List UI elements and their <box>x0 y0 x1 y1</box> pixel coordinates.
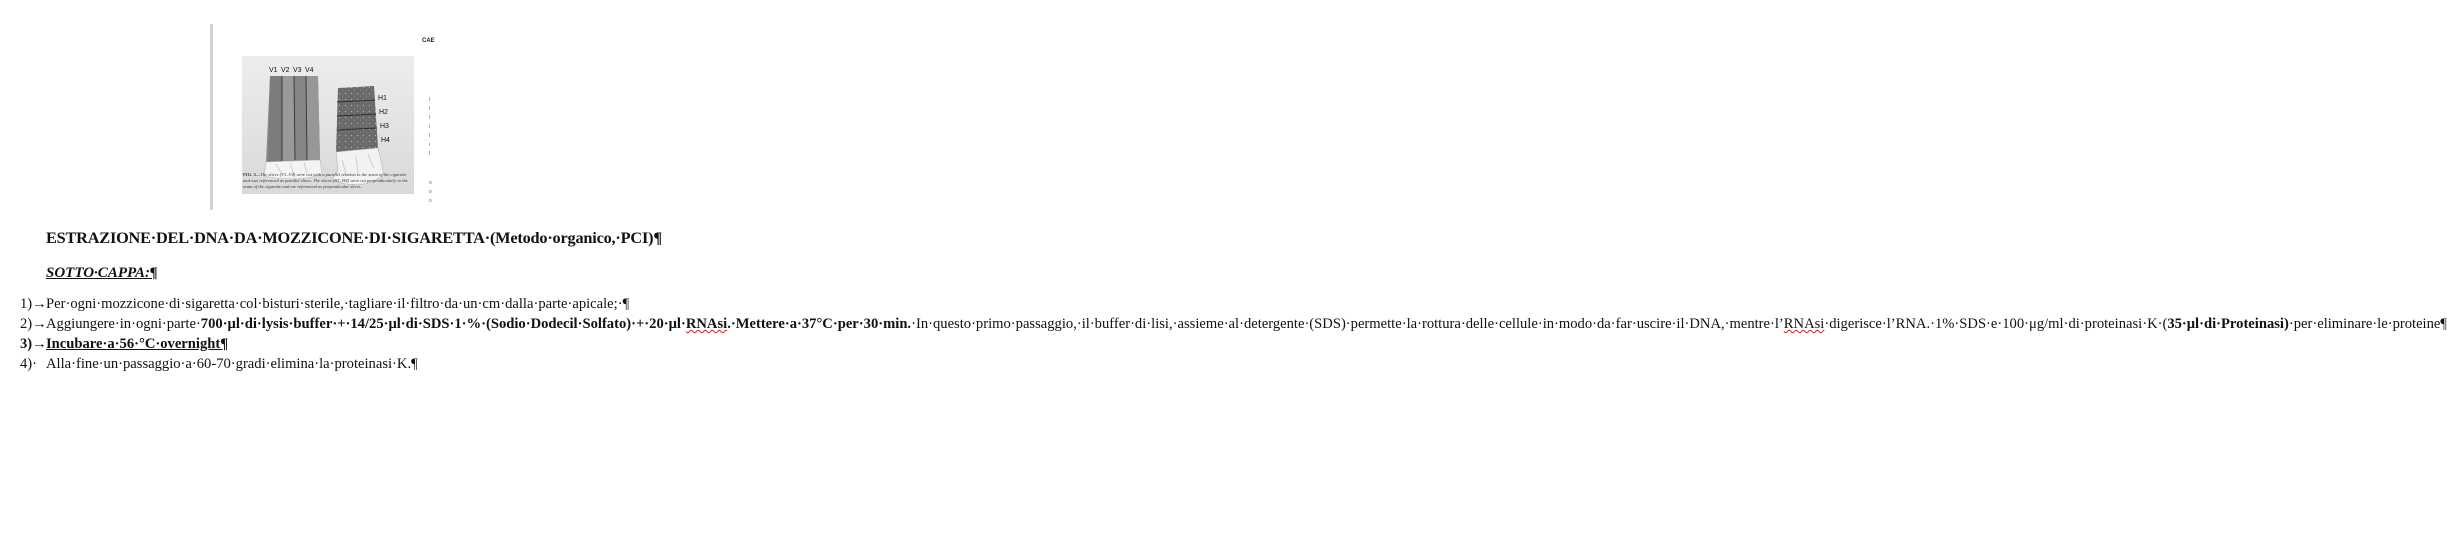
edge-mark: I <box>429 97 431 103</box>
step-number: 3)→ <box>20 336 47 352</box>
step-2 <box>20 314 2447 334</box>
section-subtitle: SOTTO·CAPPA:¶ <box>46 265 158 281</box>
step-number: 2)→ <box>20 316 47 332</box>
left-cigarette-butt <box>264 76 322 179</box>
edge-mark: o <box>429 198 432 204</box>
slice-label: H1 <box>378 95 387 102</box>
step-number: 4)· <box>20 356 38 372</box>
caption-lead: FIG. 3— <box>243 172 261 177</box>
misspelled-word: RNAsi <box>1783 316 1825 332</box>
figure-caption <box>243 172 413 190</box>
step-text-part: ·In·questo·primo·passaggio,·il·buffer·di·lisi,·assieme·al·detergente·(SDS)·permette·la·rottura·delle·cellule·in·modo·da·far·uscire·il·DNA,·mentre·l’ <box>911 316 1784 332</box>
step-number: 1)→ <box>20 296 47 312</box>
slice-label: H2 <box>379 109 388 116</box>
cigarette-figure <box>210 24 440 210</box>
stripe-label: V3 <box>293 67 302 74</box>
slice-label: H4 <box>381 137 390 144</box>
slice-label: H3 <box>380 123 389 130</box>
reagent-quantities: 700·μl·di·lysis·buffer·+·14/25·μl·di·SDS·1·%·(Sodio·Dodecil·Solfato)·+·20·μl· <box>200 316 686 332</box>
edge-mark: o <box>429 180 432 186</box>
misspelled-word: RNAsi <box>685 316 728 332</box>
proteinase-amount: 35·μl·di·Proteinasi) <box>2167 316 2289 332</box>
step-text-part: Aggiungere·in·ogni·parte· <box>46 316 201 332</box>
step-text: Incubare·a·56·°C·overnight¶ <box>46 336 229 352</box>
step-4 <box>20 354 710 374</box>
edge-mark: I <box>429 115 431 121</box>
incubation-instruction: .·Mettere·a·37°C·per·30·min. <box>727 316 912 332</box>
figure-edge-marks <box>429 96 435 206</box>
document-title: ESTRAZIONE·DEL·DNA·DA·MOZZICONE·DI·SIGARETTA·(Metodo·organico,·PCI)¶ <box>46 228 662 247</box>
edge-mark: I <box>429 133 431 139</box>
edge-mark: i <box>429 142 431 148</box>
edge-mark: i <box>429 106 431 112</box>
edge-mark: o <box>429 189 432 195</box>
step-text-part: ·digerisce·l’RNA.·1%·SDS·e·100·μg/ml·di·proteinasi·K·( <box>1824 316 2168 332</box>
stripe-label: V1 <box>269 67 278 74</box>
edge-mark: I <box>429 151 431 157</box>
procedure-steps <box>20 294 2447 374</box>
step-text <box>46 314 2447 334</box>
step-text-part: ·per·eliminare·le·proteine¶ <box>2288 316 2447 332</box>
step-text: Per·ogni·mozzicone·di·sigaretta·col·bisturi·sterile,·tagliare·il·filtro·da·un·cm·dalla·parte·apicale;·¶ <box>46 296 630 312</box>
stripe-label: V4 <box>305 67 314 74</box>
caption-text: The slices (V1–V4) were cut with a parallel relation to the seam of the cigarette and was referenced as parallel slices. The slices (H1–H4) were cut perpendicularly to the seam of the cigarette and are referenced as perpendicular slices. <box>243 172 408 189</box>
figure-margin-rule <box>210 24 213 210</box>
stripe-label: V2 <box>281 67 290 74</box>
step-3 <box>20 334 710 354</box>
figure-corner-tag: CAE <box>422 38 435 44</box>
step-1 <box>20 294 710 314</box>
edge-mark: i <box>429 124 431 130</box>
step-text: Alla·fine·un·passaggio·a·60-70·gradi·elimina·la·proteinasi·K.¶ <box>46 356 418 372</box>
